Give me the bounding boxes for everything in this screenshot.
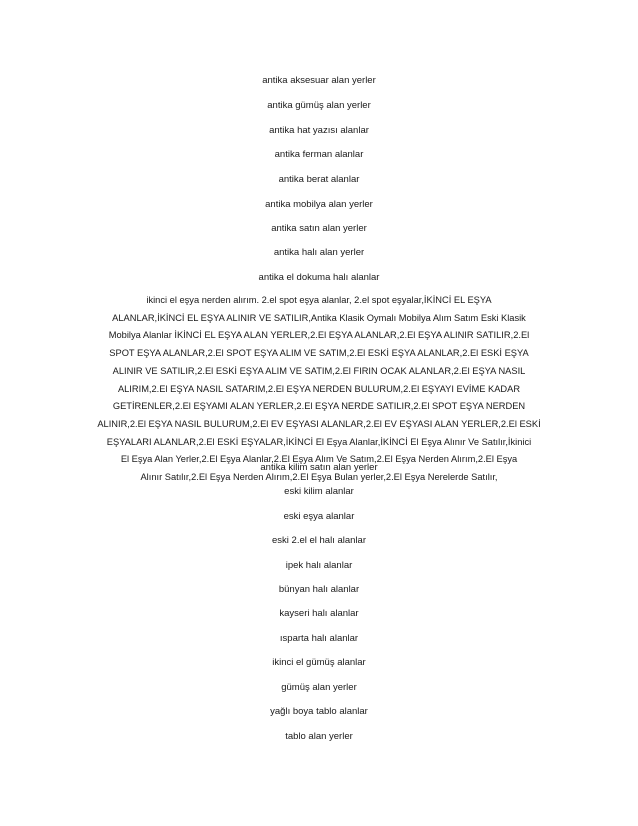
text-line: kayseri halı alanlar [279,608,359,619]
paragraph-line: ALIRIM,2.El EŞYA NASIL SATARIM,2.El EŞYA NERDEN BULURUM,2.El EŞYAYI EVİME KADAR [117,383,521,394]
text-line: antika el dokuma halı alanlar [258,272,380,283]
text-line: tablo alan yerler [285,731,353,742]
text-line: bünyan halı alanlar [278,584,360,595]
paragraph-line: ikinci el eşya nerden alırım. 2.el spot eşya alanlar, 2.el spot eşyalar,İKİNCİ EL EŞYA [146,295,492,305]
text-line: antika mobilya alan yerler [265,199,373,210]
paragraph-line: SPOT EŞYA ALANLAR,2.El SPOT EŞYA ALIM VE SATIM,2.El ESKİ EŞYA ALANLAR,2.El ESKİ EŞYA [109,348,529,359]
text-line: antika hat yazısı alanlar [269,125,369,136]
paragraph-line: ALANLAR,İKİNCİ EL EŞYA ALINIR VE SATILIR,Antika Klasik Oymalı Mobilya Alım Satım Eski Klasik [112,312,526,323]
text-line: antika berat alanlar [278,174,360,185]
text-line: eski 2.el el halı alanlar [272,535,366,546]
text-line: ipek halı alanlar [285,560,353,571]
text-line: antika aksesuar alan yerler [262,75,376,86]
text-line: antika satın alan yerler [271,223,367,234]
text-line: eski kilim alanlar [284,486,354,497]
text-line: antika kilim satın alan yerler [260,462,378,473]
text-line: eski eşya alanlar [283,511,355,522]
body-paragraph [76,292,562,487]
text-line: ısparta halı alanlar [279,633,359,644]
paragraph-line: Mobilya Alanlar İKİNCİ EL EŞYA ALAN YERLER,2.El EŞYA ALANLAR,2.El EŞYA ALINIR SATILIR,2.El [108,330,530,341]
text-line: yağlı boya tablo alanlar [270,706,368,717]
paragraph-line: Alınır Satılır,2.El Eşya Nerden Alırım,2.El Eşya Bulan yerler,2.El Eşya Nerelerde Satılır, [140,472,498,483]
text-line: antika halı alan yerler [273,247,365,258]
paragraph-line: El Eşya Alan Yerler,2.El Eşya Alanlar,2.El Eşya Alım Ve Satım,2.El Eşya Nerden Alırım,2.El Eşya [120,454,518,465]
paragraph-line: GETİRENLER,2.El EŞYAMI ALAN YERLER,2.El EŞYA NERDE SATILIR,2.El SPOT EŞYA NERDEN [112,401,526,412]
paragraph-line: ALINIR,2.El EŞYA NASIL BULURUM,2.El EV EŞYASI ALANLAR,2.El EV EŞYASI ALAN YERLER,2.El ESKİ [97,418,541,429]
paragraph-line: EŞYALARI ALANLAR,2.El ESKİ EŞYALAR,İKİNCİ El Eşya Alanlar,İKİNCİ El Eşya Alınır Ve Satılır,İkinici [106,436,532,447]
text-line: antika gümüş alan yerler [267,100,371,111]
text-line: ikinci el gümüş alanlar [272,657,366,668]
text-line: antika ferman alanlar [274,149,364,160]
text-line: gümüş alan yerler [281,682,357,693]
paragraph-line: ALINIR VE SATILIR,2.El ESKİ EŞYA ALIM VE SATIM,2.El FIRIN OCAK ALANLAR,2.El EŞYA NASIL [112,365,526,376]
